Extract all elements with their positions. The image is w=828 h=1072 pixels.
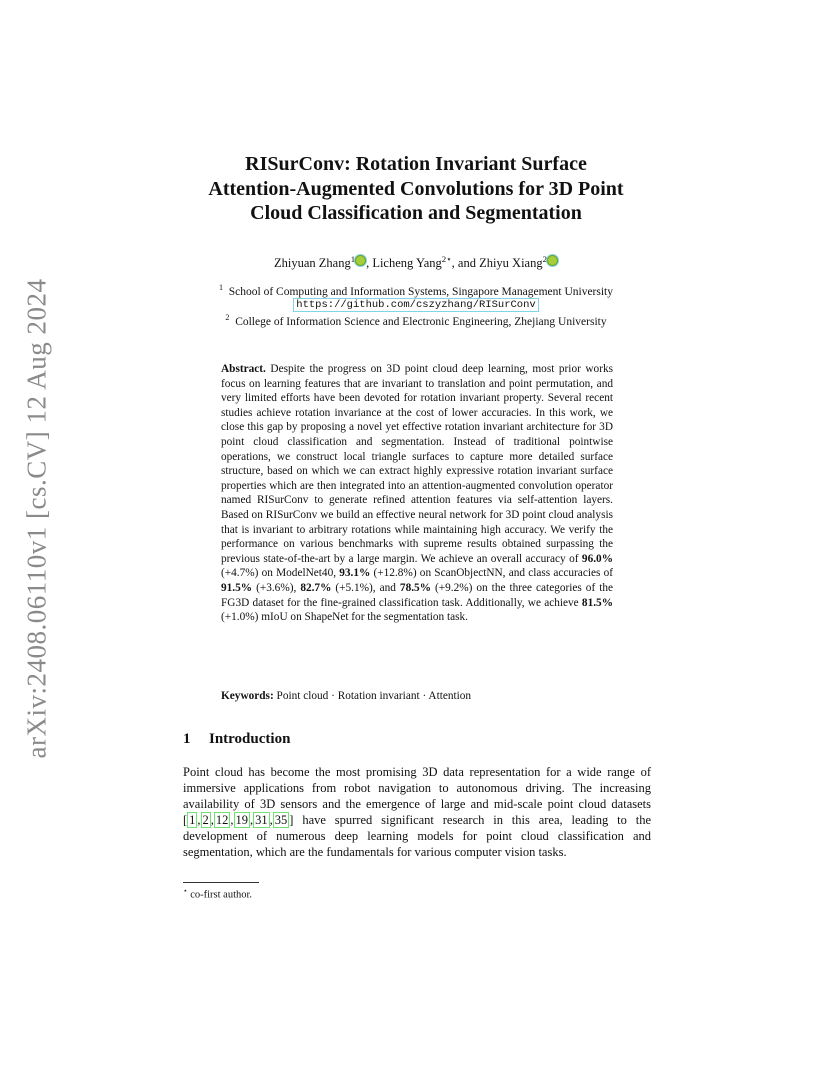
orcid-icon[interactable]: [355, 255, 366, 266]
citation-link[interactable]: 1: [189, 812, 196, 827]
author-3-affil: 2: [542, 254, 547, 264]
keywords-label: Keywords:: [221, 690, 274, 702]
abstract: Abstract. Despite the progress on 3D point cloud deep learning, most prior works focus on learning features that are invariant to translation and point permutation, and very limited efforts have been devoted for rotation invariant property. Several recent studies achieve rotation invariance at the cost of lower accuracies. In this work, we close this gap by proposing a novel yet effective rotation invariant architecture for 3D point cloud classification and segmentation. Instead of traditional pointwise operations, we construct local triangle surfaces to capture more detailed surface structure, based on which we can extract highly expressive rotation invariant surface properties which are then integrated into an attention-augmented convolution operator named RISurConv to generate refined attention features via self-attention layers. Based on RISurConv we build an effective neural network for 3D point cloud analysis that is invariant to arbitrary rotations while maintaining high accuracy. We verify the performance on various benchmarks with supreme results obtained surpassing the previous state-of-the-art by a large margin. We achieve an overall accuracy of 96.0% (+4.7%) on ModelNet40, 93.1% (+12.8%) on ScanObjectNN, and class accuracies of 91.5% (+3.6%), 82.7% (+5.1%), and 78.5% (+9.2%) on the three categories of the FG3D dataset for the fine-grained classification task. Additionally, we achieve 81.5% (+1.0%) mIoU on ShapeNet for the segmentation task.: [221, 363, 614, 624]
author-2-affil: 2⋆: [441, 254, 452, 264]
citation-link[interactable]: 12: [215, 812, 229, 827]
footnote-mark: ⋆: [183, 886, 188, 895]
intro-paragraph: Point cloud has become the most promising 3D data representation for a wide range of immersive applications from robot navigation to autonomous driving. The increasing availability of 3D sensors and the emergence of large and mid-scale point cloud datasets [ 1 , 2 , 12 , 19 , 31 , 35 ] have spurred significant research in this area, leading to the development of numerous deep learning models for point cloud classification and segmentation, which are the fundamentals for various computer vision tasks.: [183, 765, 651, 859]
author-2: Licheng Yang: [372, 256, 442, 271]
arxiv-stamp: [20, 278, 54, 758]
keywords: Keywords: Point cloud · Rotation invariant · Attention: [221, 690, 472, 702]
author-list: Zhiyuan Zhang$^1$ , Licheng Yang$^{2⋆}$, and Zhiyu Xiang$^2$: [150, 254, 682, 271]
section-number: 1: [183, 731, 191, 747]
title-line-2: Attention-Augmented Convolutions for 3D Point: [208, 177, 624, 200]
section-heading: [183, 731, 290, 748]
paper-title: [150, 152, 682, 226]
citation-link[interactable]: 31: [255, 812, 268, 827]
affiliation-url-line: [150, 298, 682, 311]
affiliation-1: $^1$ School of Computing and Information Systems, Singapore Management University: [218, 283, 614, 298]
orcid-icon[interactable]: [547, 255, 558, 266]
author-3: Zhiyu Xiang: [479, 256, 543, 271]
footnote: ⋆ co-first author.: [183, 886, 253, 901]
title-line-3: Cloud Classification and Segmentation: [250, 202, 582, 224]
citation-link[interactable]: 19: [235, 812, 249, 827]
section-title: Introduction: [209, 731, 291, 747]
author-1: Zhiyuan Zhang: [273, 256, 351, 271]
arxiv-stamp-text: arXiv:2408.06110v1 [cs.CV] 12 Aug 2024: [21, 278, 52, 758]
title-line-1: RISurConv: Rotation Invariant Surface: [245, 153, 587, 175]
affiliation-2: $^2$ College of Information Science and Electronic Engineering, Zhejiang University: [225, 313, 607, 328]
citation-link[interactable]: 2: [202, 812, 209, 827]
citation-link[interactable]: 35: [274, 812, 288, 827]
abstract-label: Abstract.: [221, 363, 266, 375]
github-link[interactable]: https://github.com/cszyzhang/RISurConv: [293, 298, 538, 312]
author-1-affil: 1: [350, 254, 356, 264]
footnote-divider: [183, 882, 259, 883]
